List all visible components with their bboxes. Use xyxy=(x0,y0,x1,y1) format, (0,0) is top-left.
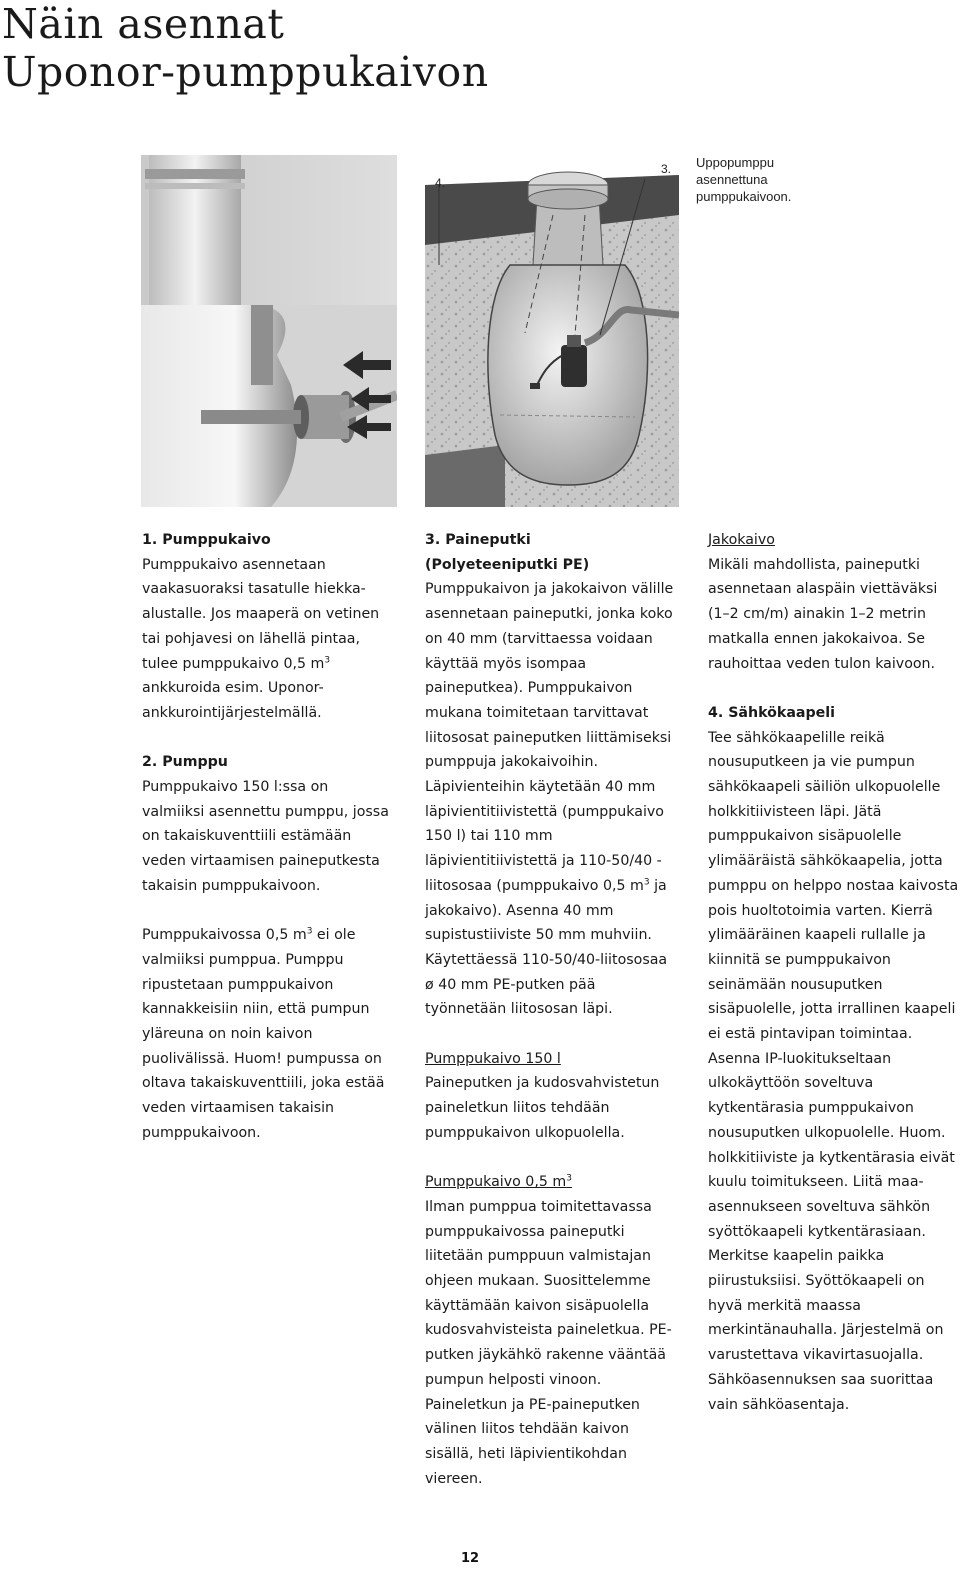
section-2-note-part-b: ei ole valmiiksi pumppua. Pumppu ripustetaan pumppukaivon kannakkeisiin niin, että pumpun yläreuna on noin kaivon puolivälissä. Huom! pumpussa on oltava takaiskuventtiili, joka estää veden virtaamisen takaisin pumppukaivoon. xyxy=(142,927,385,1141)
pumppukaivo-150-heading: Pumppukaivo 150 l xyxy=(425,1050,561,1067)
figure-label-3: 3. xyxy=(661,162,672,176)
section-4-heading: 4. Sähkökaapeli xyxy=(708,704,835,721)
section-4-body: Tee sähkökaapelille reikä nousuputkeen ja vie pumpun sähkökaapeli säiliön ulkopuolelle holkkitiivisteen läpi. Jätä pumppukaivon sisäpuolelle ylimääräistä sähkökaapelia, jotta pumppu on helppo nostaa kaivosta pois huoltotoimia varten. Kierrä ylimääräinen kaapeli rullalle ja kiinnitä se pumppukaivon seinämään nousuputken sisäpuolelle, jotta irrallinen kaapeli ei estä pintavipan toimintaa. Asenna IP-luokitukseltaan ulkokäyttöön soveltuva kytkentärasia pumppukaivon nousuputken ulkopuolelle. Huom. holkkitiiviste ja kytkentärasia eivät kuulu toimitukseen. Liitä maa-asennukseen soveltuva sähkön syöttökaapeli kytkentärasiaan. Merkitse kaapelin paikka piirustuksiisi. Syöttökaapeli on hyvä merkitä maassa merkintänauhalla. Järjestelmä on varustettava vikavirtasuojalla. Sähköasennuksen saa suorittaa vain sähköasentaja. xyxy=(708,729,959,1413)
superscript: 3 xyxy=(324,654,331,665)
text-column-2 xyxy=(425,528,678,1491)
pumppukaivo-05-body: Ilman pumppua toimitettavassa pumppukaivossa paineputki liitetään pumppuun valmistajan ohjeen mukaan. Suosittelemme käyttämään kaivon sisäpuolella kudosvahvisteista paineletkua. PE-putken jäykähkö rakenne vääntää pumpun helposti vinoon. Paineletkun ja PE-paineputken välinen liitos tehdään kaivon sisällä, heti läpivientikohdan viereen. xyxy=(425,1198,672,1487)
section-2-note-part-a: Pumppukaivossa 0,5 m xyxy=(142,927,307,944)
pumppukaivo-05-heading xyxy=(425,1170,678,1195)
section-1-body-part-a: Pumppukaivo asennetaan vaakasuoraksi tasatulle hiekka-alustalle. Jos maaperä on vetinen tai pohjavesi on lähellä pintaa, tulee pumppukaivo 0,5 m xyxy=(142,556,380,672)
jakokaivo-heading: Jakokaivo xyxy=(708,532,775,548)
pump-well-cutaway-illustration xyxy=(425,155,679,507)
text-column-1 xyxy=(142,528,395,1146)
superscript: 3 xyxy=(643,877,650,888)
section-3-body xyxy=(425,581,673,1017)
pumppukaivo-05-heading-text: Pumppukaivo 0,5 m xyxy=(425,1174,567,1191)
section-1-body-part-b: ankkuroida esim. Uponor-ankkurointijärjestelmällä. xyxy=(142,680,324,721)
section-1-heading: 1. Pumppukaivo xyxy=(142,532,271,548)
pumppukaivo-150-body: Paineputken ja kudosvahvistetun paineletkun liitos tehdään pumppukaivon ulkopuolella. xyxy=(425,1075,660,1141)
section-3-body-part-a: Pumppukaivon ja jakokaivon välille asennetaan paineputki, jonka koko on 40 mm (tarvittaessa voidaan käyttää myös isompaa paineputkea). Pumppukaivon mukana toimitetaan tarvittavat liitososat paineputken liittämiseksi pumppuja jakokaivoihin. Läpivienteihin käytetään 40 mm läpivientitiivistettä (pumppukaivo 150 l) tai 110 mm läpivientitiivistettä ja 110-50/40 -liitososaa (pumppukaivo 0,5 m xyxy=(425,581,674,894)
superscript: 3 xyxy=(566,1173,572,1184)
superscript: 3 xyxy=(306,926,313,937)
title-line-2: Uponor-pumppukaivon xyxy=(2,48,489,96)
section-2-heading: 2. Pumppu xyxy=(142,754,228,771)
section-3-body-part-b: ja jakokaivo). Asenna 40 mm supistustiiviste 50 mm muhviin. Käytettäessä 110-50/40-liitososaa ø 40 mm PE-putken pää työnnetään liitososan läpi. xyxy=(425,877,668,1018)
figure-caption: Uppopumppu asennettuna pumppukaivoon. xyxy=(696,155,792,204)
section-3-heading: 3. Paineputki xyxy=(425,532,531,548)
text-column-3 xyxy=(708,528,960,1417)
page-title xyxy=(2,0,489,96)
jakokaivo-body: Mikäli mahdollista, paineputki asennetaan alaspäin viettäväksi (1–2 cm/m) ainakin 1–2 metrin matkalla ennen jakokaivoa. Se rauhoittaa veden tulon kaivoon. xyxy=(708,556,938,672)
page-number: 12 xyxy=(460,1551,480,1566)
section-1-body xyxy=(142,557,379,721)
pump-well-closeup-illustration xyxy=(141,155,397,507)
figure-label-4: 4. xyxy=(435,176,446,190)
section-2-body: Pumppukaivo 150 l:ssa on valmiiksi asennettu pumppu, jossa on takaiskuventtiili estämään veden virtaamisen paineputkesta takaisin pumppukaivoon. xyxy=(142,779,389,894)
section-3-subheading: (Polyeteeniputki PE) xyxy=(425,556,590,573)
section-2-note xyxy=(142,927,384,1141)
title-line-1: Näin asennat xyxy=(2,0,285,48)
